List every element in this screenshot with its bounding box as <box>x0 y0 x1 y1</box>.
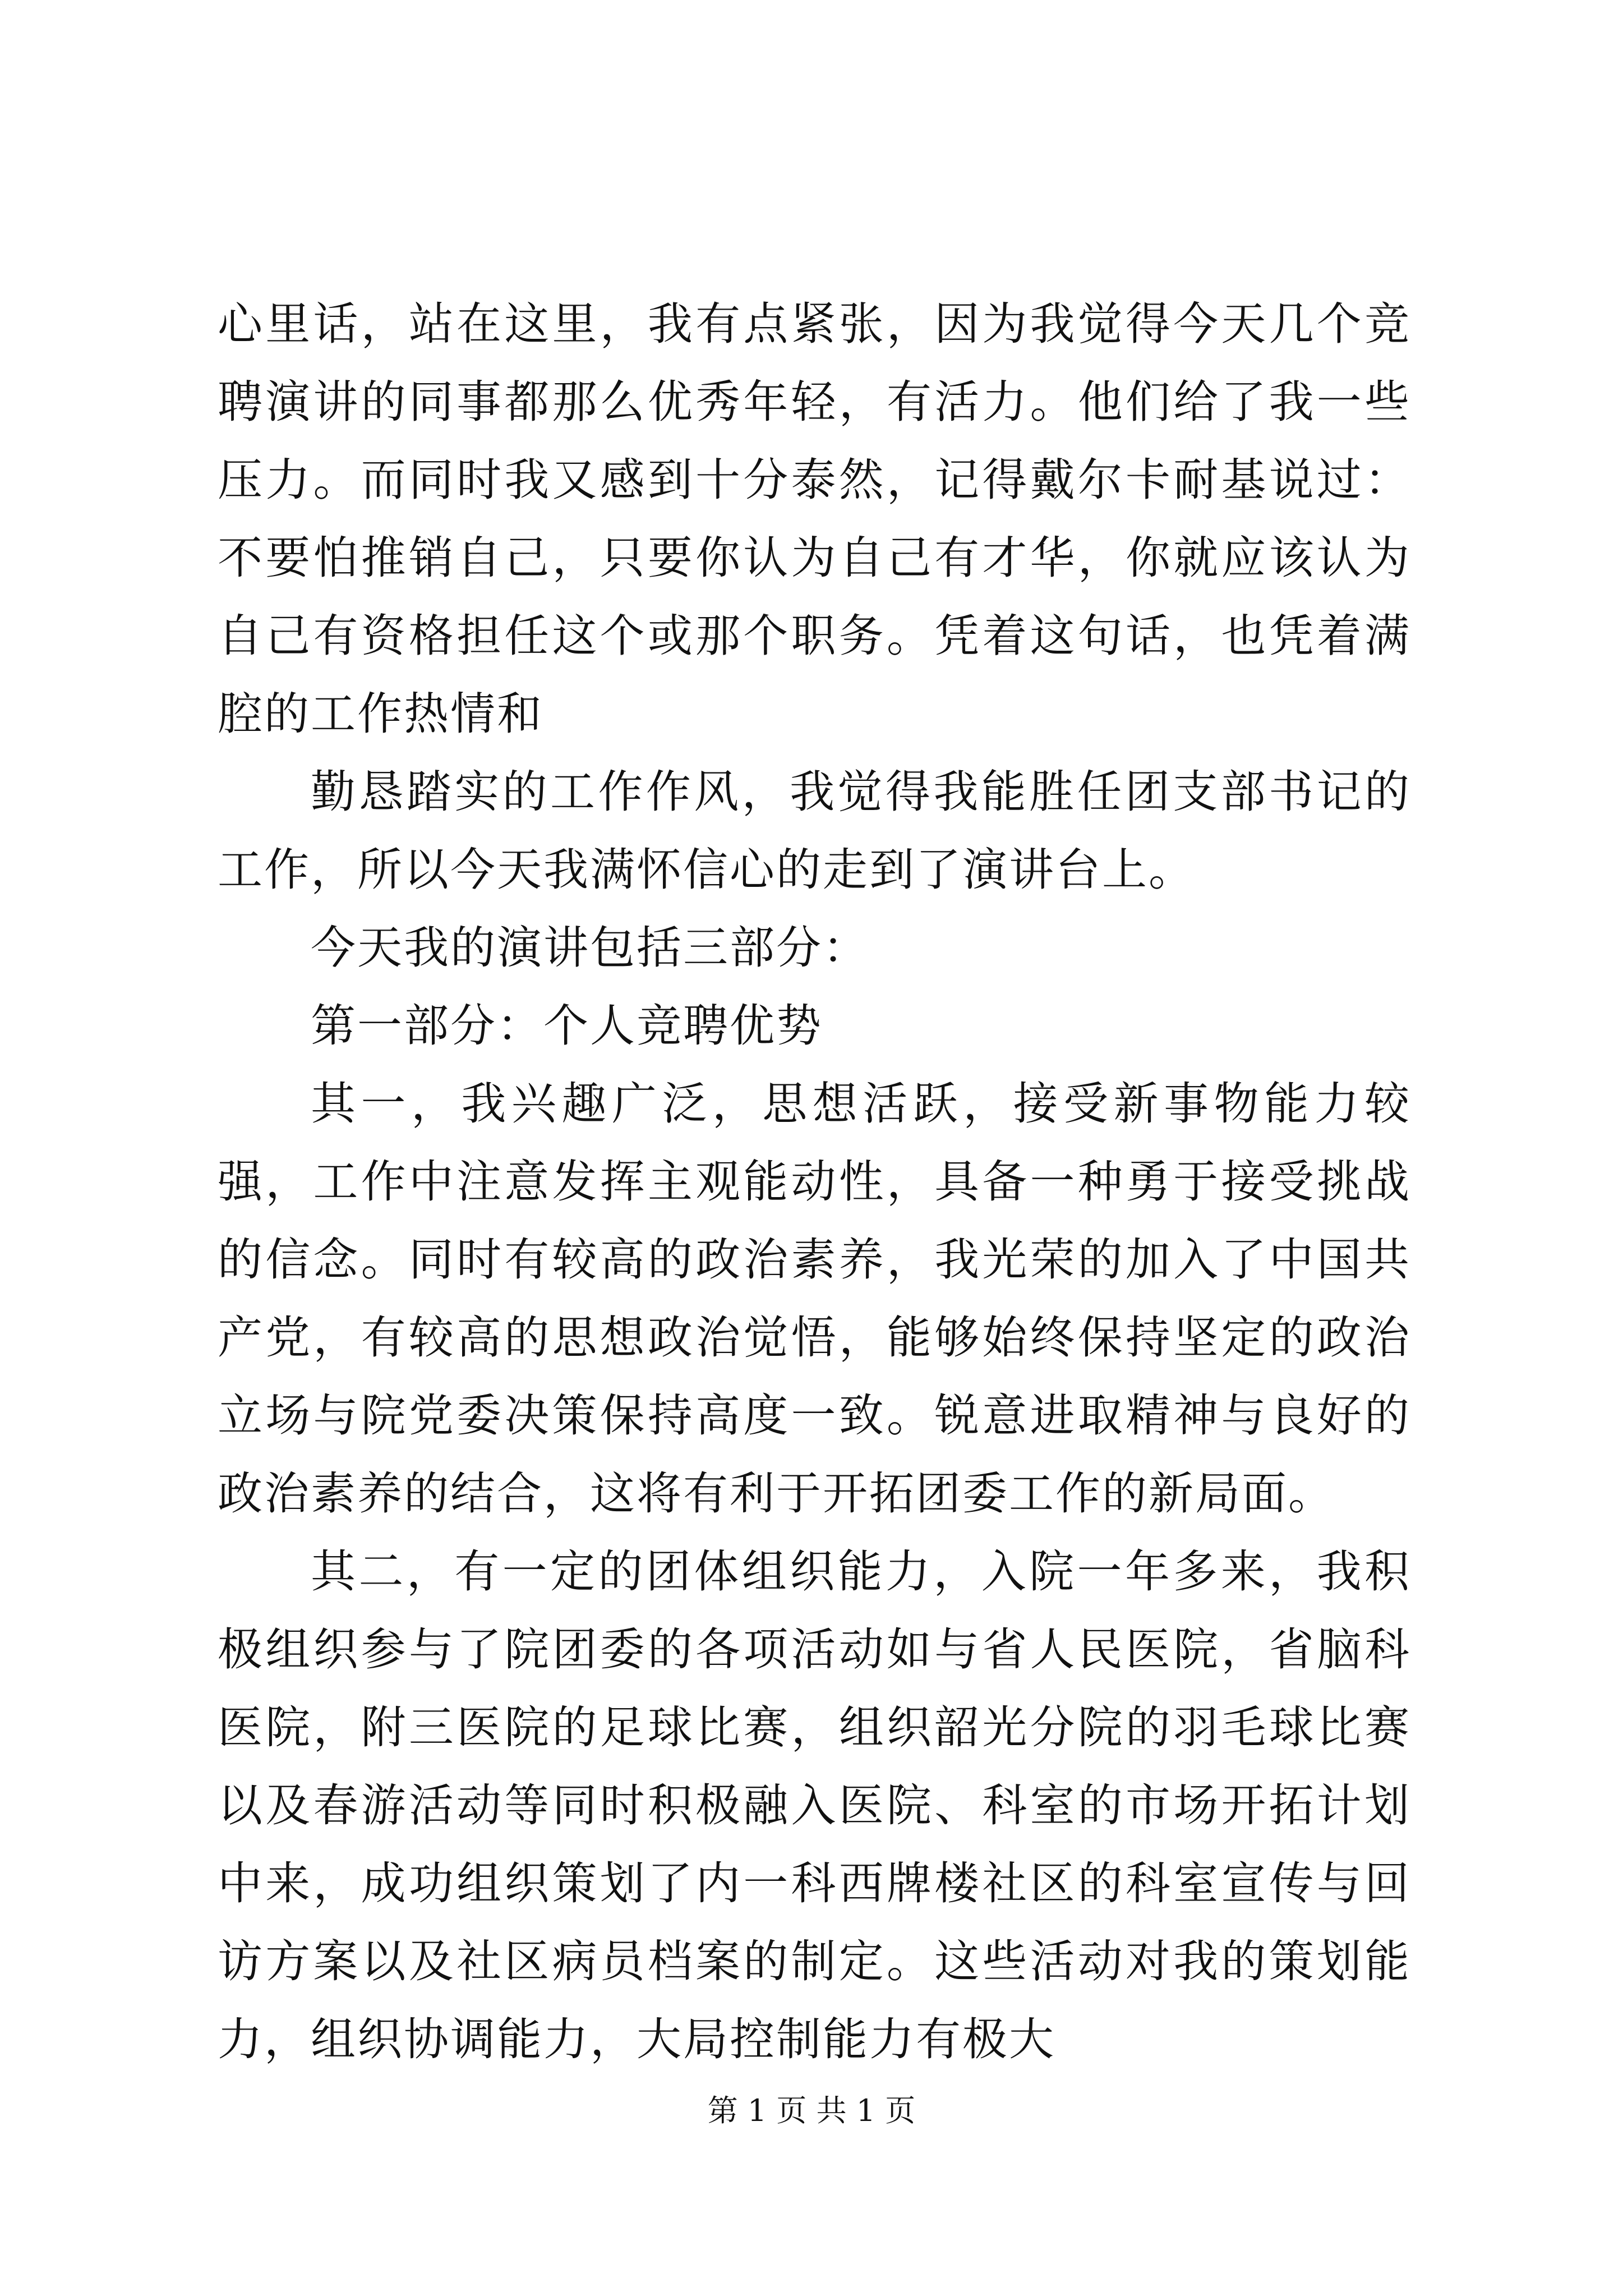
page-footer: 第 1 页 共 1 页 <box>707 2093 916 2128</box>
paragraph: 其二，有一定的团体组织能力，入院一年多来，我积极组织参与了院团委的各项活动如与省人民医院，省脑科医院，附三医院的足球比赛，组织韶光分院的羽毛球比赛以及春游活动等同时积极融入医院、科室的市场开拓计划中来，成功组织策划了内一科西牌楼社区的科室宣传与回访方案以及社区病员档案的制定。这些活动对我的策划能力，组织协调能力，大局控制能力有极大 <box>218 1545 1411 2065</box>
section-heading: 第一部分：个人竞聘优势 <box>311 1000 823 1052</box>
paragraph: 其一，我兴趣广泛，思想活跃，接受新事物能力较强，工作中注意发挥主观能动性，具备一种勇于接受挑战的信念。同时有较高的政治素养，我光荣的加入了中国共产党，有较高的思想政治觉悟，能够始终保持坚定的政治立场与院党委决策保持高度一致。锐意进取精神与良好的政治素养的结合，这将有利于开拓团委工作的新局面。 <box>218 1078 1411 1520</box>
paragraph: 勤恳踏实的工作作风，我觉得我能胜任团支部书记的工作，所以今天我满怀信心的走到了演讲台上。 <box>218 766 1411 896</box>
paragraph: 今天我的演讲包括三部分： <box>311 922 869 974</box>
paragraph: 心里话，站在这里，我有点紧张，因为我觉得今天几个竞聘演讲的同事都那么优秀年轻，有活力。他们给了我一些压力。而同时我又感到十分泰然，记得戴尔卡耐基说过：不要怕推销自己，只要你认为自己有才华，你就应该认为自己有资格担任这个或那个职务。凭着这句话，也凭着满腔的工作热情和 <box>218 298 1411 740</box>
document-body <box>218 285 1411 2078</box>
